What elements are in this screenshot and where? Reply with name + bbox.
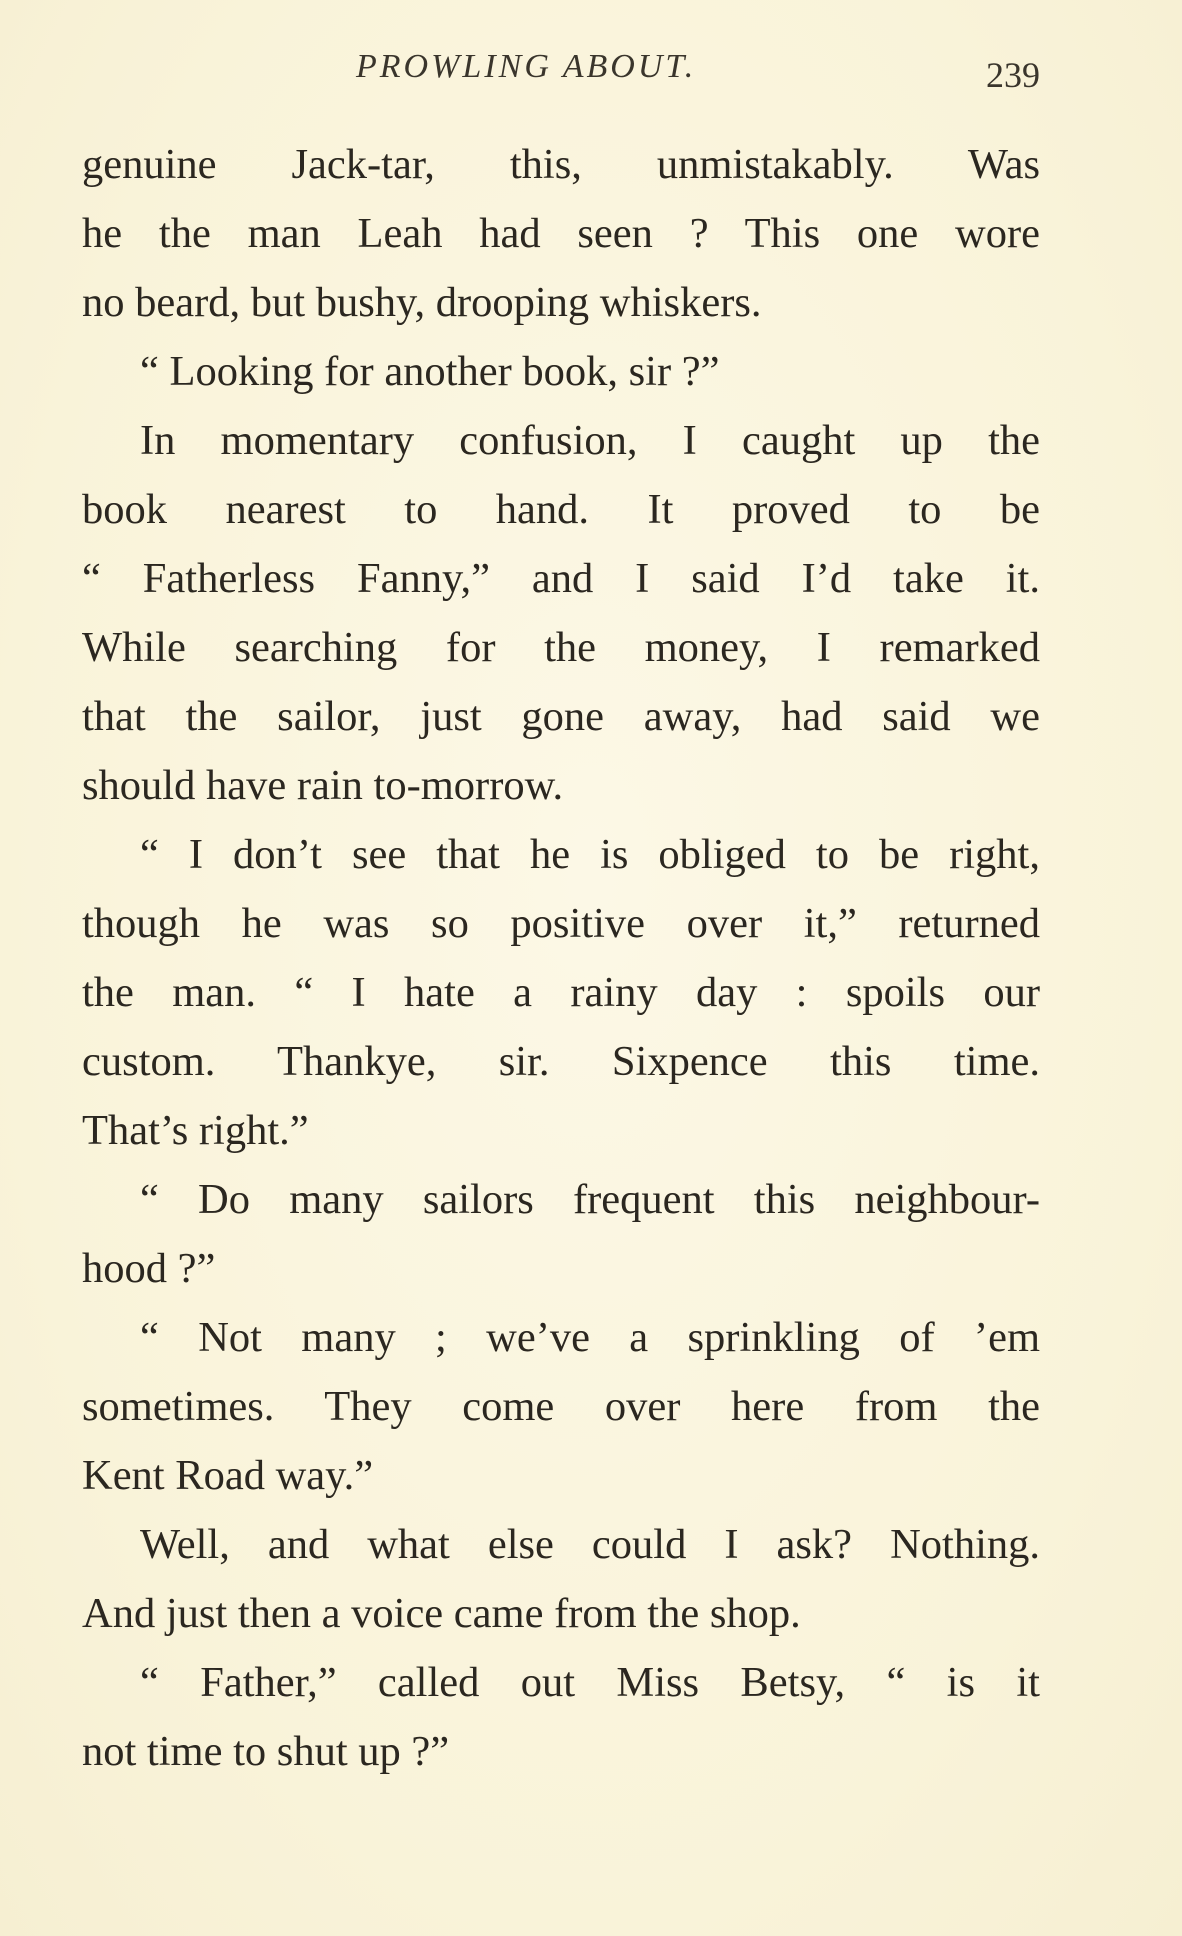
text-line: “ Not many ; we’ve a sprinkling of ’em — [140, 1314, 1040, 1361]
text-line: Well, and what else could I ask? Nothing. — [140, 1521, 1040, 1568]
text-line: That’s right.” — [82, 1107, 309, 1154]
text-line: Kent Road way.” — [82, 1452, 374, 1499]
text-line: “ Do many sailors frequent this neighbour- — [140, 1176, 1040, 1223]
text-line: though he was so positive over it,” returned — [82, 900, 1040, 947]
text-line: should have rain to-morrow. — [82, 762, 564, 809]
text-line: not time to shut up ?” — [82, 1728, 450, 1775]
running-title: PROWLING ABOUT. — [356, 48, 697, 85]
page-number: 239 — [986, 55, 1040, 95]
text-line: hood ?” — [82, 1245, 216, 1292]
text-line: book nearest to hand. It proved to be — [82, 486, 1040, 533]
text-line: no beard, but bushy, drooping whiskers. — [82, 279, 762, 326]
text-line: While searching for the money, I remarked — [82, 624, 1040, 671]
text-line: “ Fatherless Fanny,” and I said I’d take it. — [82, 555, 1040, 602]
text-line: he the man Leah had seen ? This one wore — [82, 210, 1040, 257]
running-head — [84, 48, 1046, 94]
text-line: sometimes. They come over here from the — [82, 1383, 1040, 1430]
text-line: “ I don’t see that he is obliged to be right, — [140, 831, 1040, 878]
text-line: genuine Jack-tar, this, unmistakably. Was — [82, 141, 1040, 188]
text-line: “ Father,” called out Miss Betsy, “ is it — [140, 1659, 1040, 1706]
text-line: that the sailor, just gone away, had said we — [82, 693, 1040, 740]
text-line: the man. “ I hate a rainy day : spoils our — [82, 969, 1040, 1016]
text-line: In momentary confusion, I caught up the — [140, 417, 1040, 464]
text-line: “ Looking for another book, sir ?” — [140, 348, 720, 395]
text-line: custom. Thankye, sir. Sixpence this time. — [82, 1038, 1040, 1085]
body-text — [82, 130, 1040, 1786]
text-line: And just then a voice came from the shop. — [82, 1590, 801, 1637]
